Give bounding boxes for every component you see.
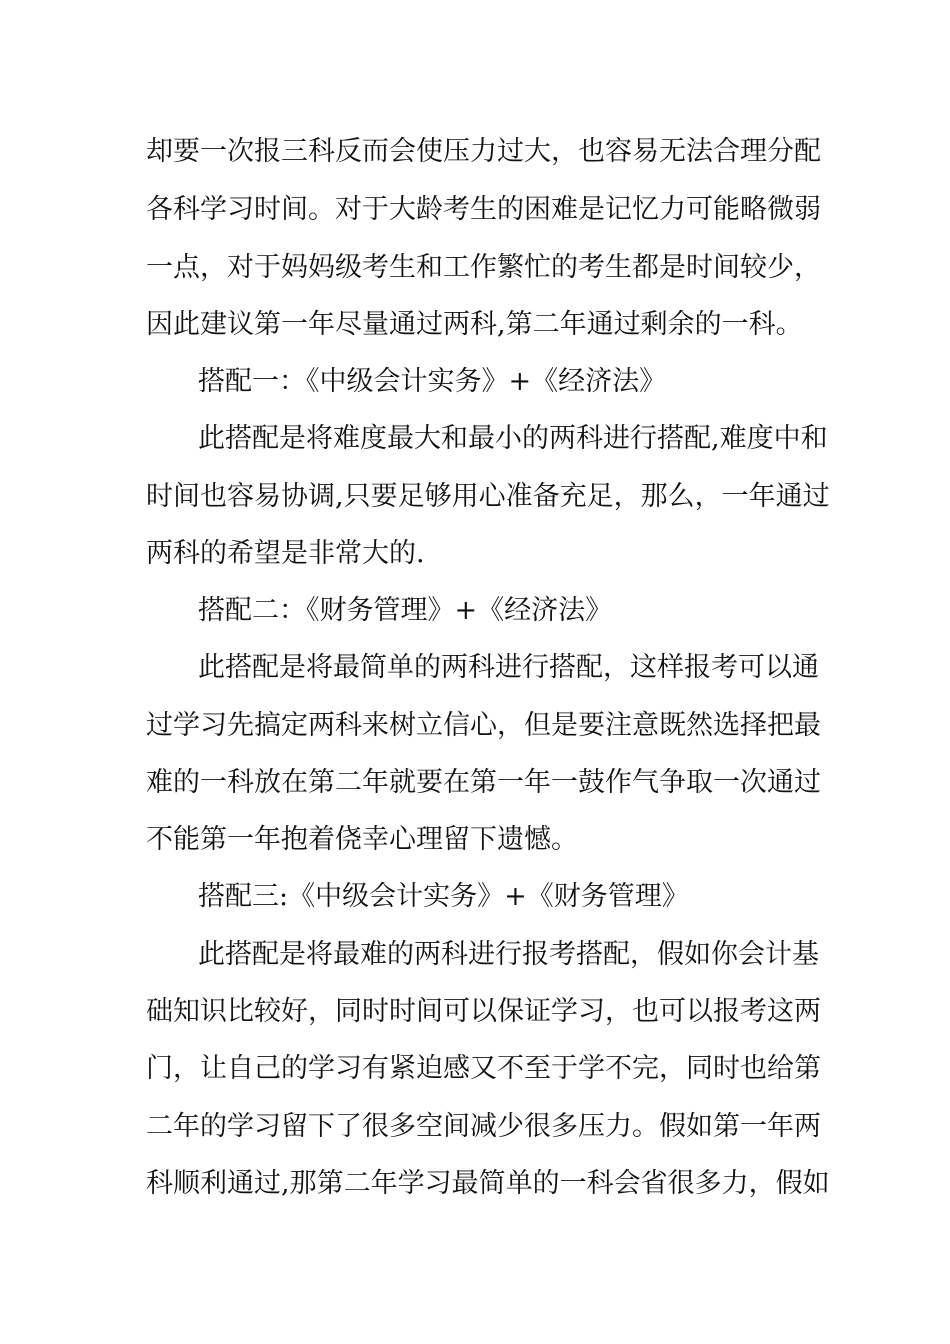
text-line: 各科学习时间。对于大龄考生的困难是记忆力可能略微弱 <box>146 194 821 225</box>
text-line: 础知识比较好，同时时间可以保证学习，也可以报考这两 <box>146 996 821 1027</box>
text-line: 科顺利通过,那第二年学习最简单的一科会省很多力，假如 <box>146 1168 830 1199</box>
text-line: 难的一科放在第二年就要在第一年一鼓作气争取一次通过 <box>146 767 821 798</box>
text-line: 却要一次报三科反而会使压力过大，也容易无法合理分配 <box>146 136 821 167</box>
section-heading: 搭配一：《中级会计实务》+《经济法》 <box>198 366 667 397</box>
section-heading: 搭配二：《财务管理》+《经济法》 <box>198 595 613 626</box>
text-line: 一点，对于妈妈级考生和工作繁忙的考生都是时间较少， <box>146 252 821 283</box>
text-line: 因此建议第一年尽量通过两科,第二年通过剩余的一科。 <box>146 309 803 340</box>
text-line: 二年的学习留下了很多空间减少很多压力。假如第一年两 <box>146 1111 821 1142</box>
text-line: 门，让自己的学习有紧迫感又不至于学不完，同时也给第 <box>146 1053 821 1084</box>
text-line: 此搭配是将最难的两科进行报考搭配，假如你会计基 <box>198 939 819 970</box>
text-line: 此搭配是将难度最大和最小的两科进行搭配,难度中和 <box>198 423 828 454</box>
text-line: 时间也容易协调,只要足够用心准备充足，那么，一年通过 <box>146 481 830 512</box>
section-heading: 搭配三:《中级会计实务》+《财务管理》 <box>198 881 689 912</box>
text-line: 此搭配是将最简单的两科进行搭配，这样报考可以通 <box>198 652 819 683</box>
text-line: 过学习先搞定两科来树立信心，但是要注意既然选择把最 <box>146 710 821 741</box>
text-line: 两科的希望是非常大的. <box>146 538 425 569</box>
text-line: 不能第一年抱着侥幸心理留下遗憾。 <box>146 824 578 855</box>
